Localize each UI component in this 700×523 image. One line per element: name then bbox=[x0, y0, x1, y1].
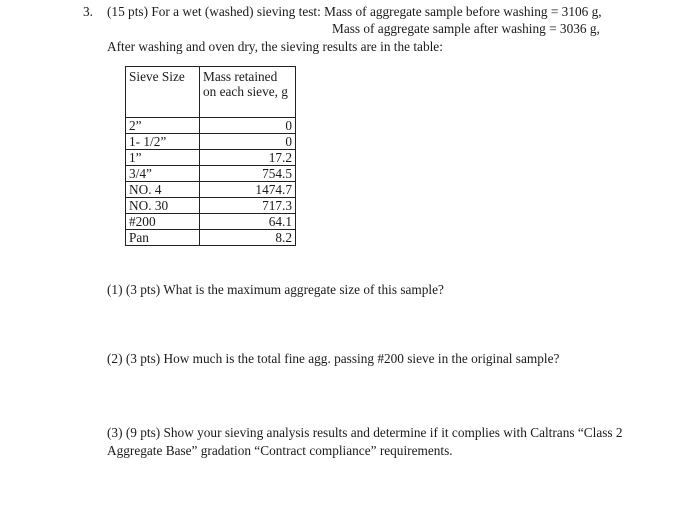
sieve-size-cell: NO. 4 bbox=[126, 182, 200, 198]
mass-cell: 1474.7 bbox=[200, 182, 296, 198]
mass-cell: 64.1 bbox=[200, 214, 296, 230]
table-row bbox=[126, 166, 296, 182]
problem-intro: (15 pts) For a wet (washed) sieving test: Mass of aggregate sample before washing = 3106 g, bbox=[107, 4, 602, 19]
table-row bbox=[126, 118, 296, 134]
mass-cell: 0 bbox=[200, 134, 296, 150]
mass-cell: 17.2 bbox=[200, 150, 296, 166]
header-sieve-size: Sieve Size bbox=[126, 67, 200, 118]
sieve-size-cell: NO. 30 bbox=[126, 198, 200, 214]
table-row bbox=[126, 134, 296, 150]
mass-cell: 8.2 bbox=[200, 230, 296, 246]
sieve-size-cell: 1” bbox=[126, 150, 200, 166]
problem-intro-line2: Mass of aggregate sample after washing = 3036 g, bbox=[332, 21, 600, 36]
table-row bbox=[126, 182, 296, 198]
mass-cell: 717.3 bbox=[200, 198, 296, 214]
problem-number: 3. bbox=[83, 4, 93, 19]
sieve-size-cell: 3/4” bbox=[126, 166, 200, 182]
table-row bbox=[126, 198, 296, 214]
sieve-table bbox=[125, 66, 296, 246]
question-1: (1) (3 pts) What is the maximum aggregate size of this sample? bbox=[107, 282, 444, 297]
mass-cell: 754.5 bbox=[200, 166, 296, 182]
question-3-line2: Aggregate Base” gradation “Contract compliance” requirements. bbox=[107, 443, 453, 458]
problem-intro-line3: After washing and oven dry, the sieving results are in the table: bbox=[107, 39, 443, 54]
mass-cell: 0 bbox=[200, 118, 296, 134]
sieve-size-cell: Pan bbox=[126, 230, 200, 246]
question-3-line1: (3) (9 pts) Show your sieving analysis results and determine if it complies with Caltrans “Class 2 bbox=[107, 425, 623, 440]
table-row bbox=[126, 230, 296, 246]
question-2: (2) (3 pts) How much is the total fine agg. passing #200 sieve in the original sample? bbox=[107, 351, 560, 366]
table-row bbox=[126, 150, 296, 166]
sieve-size-cell: 2” bbox=[126, 118, 200, 134]
table-row bbox=[126, 214, 296, 230]
sieve-size-cell: 1- 1/2” bbox=[126, 134, 200, 150]
sieve-size-cell: #200 bbox=[126, 214, 200, 230]
table-header-row bbox=[126, 67, 296, 118]
header-mass-retained: Mass retained on each sieve, g bbox=[200, 67, 296, 118]
